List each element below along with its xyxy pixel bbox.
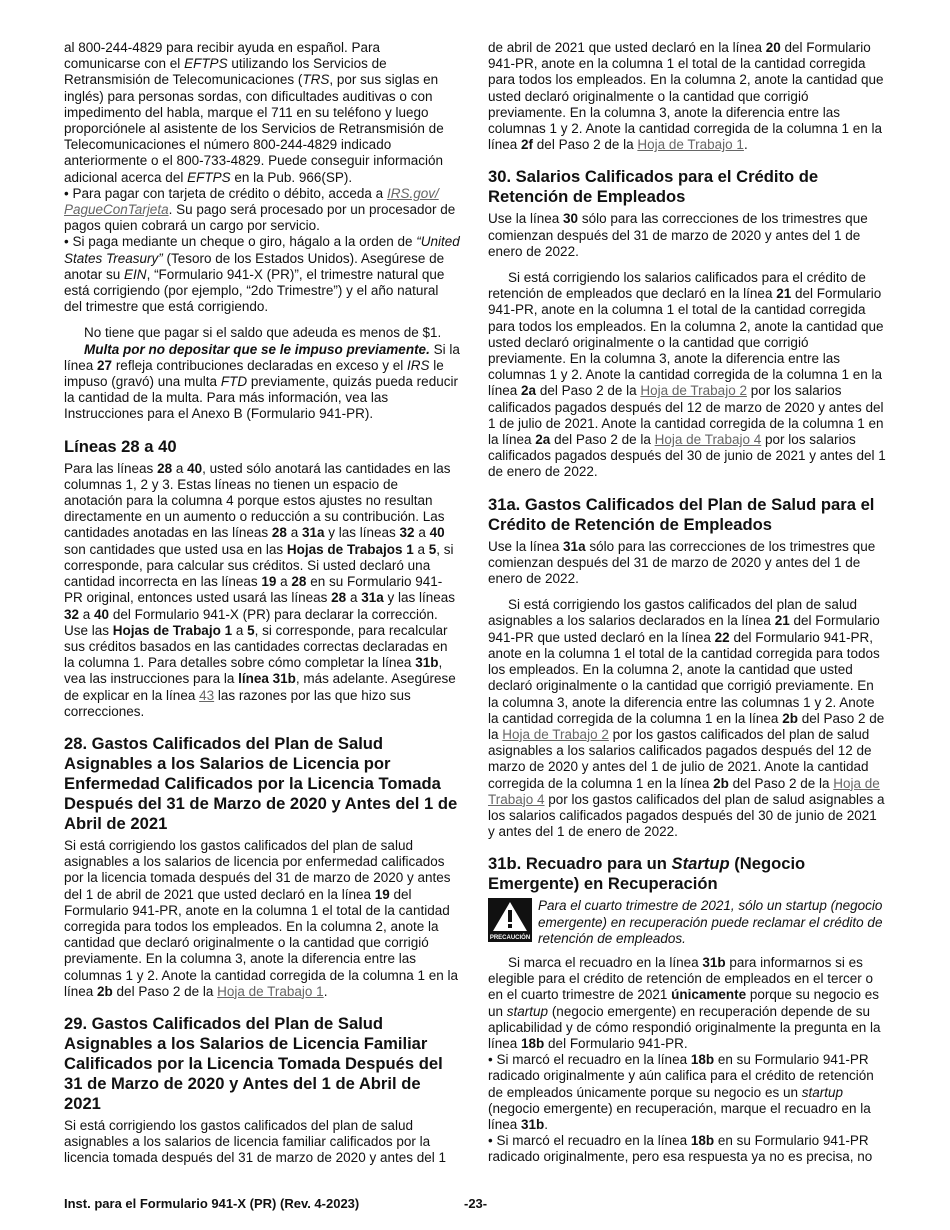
link-pagueconTarjeta[interactable]: IRS.gov/ PagueConTarjeta bbox=[64, 185, 439, 218]
paragraph-line-29: Si está corrigiendo los gastos calificados del plan de salud asignables a los salarios de licencia familiar calificados por la licencia tomada después del 31 de marzo de 2020 y antes del 1 bbox=[64, 1117, 447, 1166]
left-column bbox=[64, 40, 460, 1167]
paragraph-line-31a-correction: Si está corrigiendo los gastos calificados del plan de salud asignables a los salarios declarados en la línea 21 del Formulario 941-PR que usted declaró en la línea 22 del Formulario 941-PR, anote en la columna 1 el total de la cantidad corregida para todos los empleados. En la columna 2, anote la cantidad que usted declaró originalmente o la cantidad que corrigió previamente. En la columna 3, anote la diferencia entre las columnas 1 y 2. Anote la cantidad corregida de la columna 1 en la línea 2b del Paso 2 de la Hoja de Trabajo 2 por los gastos calificados del plan de salud asignables a los salarios calificados pagados después del 12 de marzo de 2020 y antes del 1 de julio de 2021. Anote la cantidad corregida de la columna 1 en la línea 2b del Paso 2 de la Hoja de Trabajo 4 por los gastos calificados del plan de salud asignables a los salarios calificados pagados después del 30 de junio de 2021 y antes del 1 de enero de 2022. bbox=[488, 597, 885, 840]
link-hoja-de-trabajo-4[interactable]: Hoja de Trabajo 4 bbox=[654, 432, 762, 448]
paragraph-lineas-28-40: Para las líneas 28 a 40, usted sólo anotará las cantidades en las columnas 1, 2 y 3. Estas líneas no tienen un espacio de anotación para la columna 4 porque estos ajustes no resultan directamente en un aumento o reducción a su contribución. Las cantidades anotadas en las líneas 28 a 31a y las líneas 32 a 40 son cantidades que usted usa en las Hojas de Trabajos 1 a 5, si corresponde, para calcular sus créditos. Si usted declaró una cantidad incorrecta en las líneas 19 a 28 en su Formulario 941-PR original, entonces usted usará las líneas 28 a 31a y las líneas 32 a 40 del Formulario 941-X (PR) para declarar la corrección. Use las Hojas de Trabajo 1 a 5, si corresponde, para recalcular sus créditos basados en las cantidades correctas declaradas en la columna 1. Para detalles sobre cómo completar la línea 31b, vea las instrucciones para la línea 31b, más adelante. Asegúrese de explicar en la línea 43 las razones por las que hizo sus correcciones. bbox=[64, 460, 456, 719]
heading-line-31a: 31a. Gastos Calificados del Plan de Salud para el Crédito de Retención de Empleados bbox=[488, 494, 875, 534]
link-hoja-de-trabajo-1[interactable]: Hoja de Trabajo 1 bbox=[217, 983, 324, 999]
caution-text: Para el cuarto trimestre de 2021, sólo un startup (negocio emergente) en recuperación puede reclamar el crédito de retención de empleados. bbox=[538, 898, 883, 946]
paragraph-multa: Multa por no depositar que se le impuso previamente. Si la línea 27 refleja contribuciones declaradas en exceso y el IRS le impuso (gravó) una multa FTD previamente, quizás pueda reducir la cantidad de la multa. Para más información, vea las Instrucciones para el Anexo B (Formulario 941-PR). bbox=[64, 341, 460, 422]
paragraph-line-29-continued: de abril de 2021 que usted declaró en la línea 20 del Formulario 941-PR, anote en la columna 1 el total de la cantidad corregida para todos los empleados. En la columna 2, anote la cantidad que usted declaró originalmente o la cantidad que corrigió previamente. En la columna 3, anote la diferencia entre las columnas 1 y 2. Anote la cantidad corregida de la columna 1 en la línea 2f del Paso 2 de la Hoja de Trabajo 1. bbox=[488, 40, 884, 153]
bullet-31b-checked: • Si marcó el recuadro en la línea 18b en su Formulario 941-PR radicado originalmente y aún califica para el crédito de retención de empleados únicamente porque su negocio es un startup (negocio emergente) en recuperación, marque el recuadro en la línea 31b. bbox=[488, 1052, 874, 1132]
link-hoja-de-trabajo-2[interactable]: Hoja de Trabajo 2 bbox=[640, 383, 747, 399]
paragraph-line-28: Si está corrigiendo los gastos calificados del plan de salud asignables a los salarios de licencia por enfermedad calificados por la licencia tomada después del 31 de marzo de 2020 y antes del 1 de abril de 2021 que usted declaró en la línea 19 del Formulario 941-PR, anote en la columna 1 el total de la cantidad corregida para todos los empleados. En la columna 2, anote la cantidad que declaró originalmente o la cantidad que corrigió previamente. En la columna 3, anote la diferencia entre las columnas 1 y 2. Anote la cantidad corregida de la columna 1 en la línea 2b del Paso 2 de la Hoja de Trabajo 1. bbox=[64, 837, 458, 999]
caution-label: PRECAUCIÓN bbox=[489, 935, 531, 942]
link-hoja-de-trabajo-4[interactable]: Hoja de Trabajo 4 bbox=[488, 775, 880, 807]
paragraph-eftps: al 800-244-4829 para recibir ayuda en español. Para comunicarse con el EFTPS utilizando los Servicios de Retransmisión de Telecomunicaciones (TRS, por sus siglas en inglés) para personas sordas, con dificultades auditivas o con impedimento del habla, marque el 711 en su teléfono y luego proporciónele al asistente de los Servicios de Retransmisión de Telecomunicaciones el número 800-244-4829 indicado anteriormente o el 800-733-4829. Puede conseguir información adicional acerca del EFTPS en la Pub. 966(SP). bbox=[64, 40, 444, 185]
heading-line-30: 30. Salarios Calificados para el Crédito de Retención de Empleados bbox=[488, 167, 819, 207]
heading-line-28: 28. Gastos Calificados del Plan de Salud Asignables a los Salarios de Licencia por Enfermedad Calificados por la Licencia Tomada Después del 31 de Marzo de 2020 y Antes del 1 de Abril de 2021 bbox=[64, 733, 458, 833]
bullet-31b-not-precise: • Si marcó el recuadro en la línea 18b en su Formulario 941-PR radicado originalmente, pero esa respuesta ya no es precisa, no bbox=[488, 1133, 873, 1165]
heading-line-31b: 31b. Recuadro para un Startup (Negocio Emergente) en Recuperación bbox=[488, 854, 806, 894]
caution-icon bbox=[488, 898, 532, 942]
link-linea-31b[interactable]: 43 bbox=[199, 687, 215, 703]
paragraph-line-30-use: Use la línea 30 sólo para las correcciones de los trimestres que comienzan después del 31 de marzo de 2020 y antes del 1 de enero de 2022. bbox=[488, 211, 868, 259]
paragraph-no-pay: No tiene que pagar si el saldo que adeuda es menos de $1. bbox=[84, 325, 442, 341]
footer-form-title: Inst. para el Formulario 941-X (PR) (Rev. 4-2023) bbox=[64, 1196, 360, 1211]
paragraph-line-31a-use: Use la línea 31a sólo para las correcciones de los trimestres que comienzan después del 31 de marzo de 2020 y antes del 1 de enero de 2022. bbox=[488, 538, 876, 587]
page-number: -23- bbox=[464, 1196, 488, 1211]
bullet-check-payment: • Si paga mediante un cheque o giro, hágalo a la orden de “United States Treasury” (Tesoro de los Estados Unidos). Asegúrese de anotar su EIN, “Formulario 941-X (PR)”, el trimestre natural que está corrigiendo (por ejemplo, “2do Trimestre”) y el año natural del trimestre que está corrigiendo. bbox=[64, 234, 460, 315]
caution-note bbox=[488, 898, 886, 947]
paragraph-line-31b-intro: Si marca el recuadro en la línea 31b para informarnos si es elegible para el crédito de retención de empleados en el tercer o en el cuarto trimestre de 2021 únicamente porque su negocio es un startup (negocio emergente) en recuperación depende de su aplicabilidad y de cómo respondió originalmente la pregunta en la línea 18b del Formulario 941-PR. bbox=[488, 954, 881, 1051]
bullet-card-payment: • Para pagar con tarjeta de crédito o débito, acceda a IRS.gov/ PagueConTarjeta. Su pago será procesado por un procesador de pagos quien cobrará un cargo por servicio. bbox=[64, 185, 456, 234]
heading-line-29: 29. Gastos Calificados del Plan de Salud Asignables a los Salarios de Licencia Familiar Calificados por la Licencia Tomada Después del 31 de Marzo de 2020 y Antes del 1 de Abril de 2021 bbox=[64, 1013, 443, 1113]
right-column bbox=[488, 40, 886, 1166]
link-hoja-de-trabajo-2[interactable]: Hoja de Trabajo 2 bbox=[502, 726, 609, 742]
heading-lineas-28-40: Líneas 28 a 40 bbox=[64, 436, 177, 456]
paragraph-line-30-correction: Si está corrigiendo los salarios calificados para el crédito de retención de empleados que declaró en la línea 21 del Formulario 941-PR, anote en la columna 1 el total de la cantidad corregida para todos los empleados. En la columna 2, anote la cantidad que usted declaró originalmente o la cantidad que corrigió previamente. En la columna 3, anote la diferencia entre las columnas 1 y 2. Anote la cantidad corregida de la columna 1 en la línea 2a del Paso 2 de la Hoja de Trabajo 2 por los salarios calificados pagados después del 12 de marzo de 2020 y antes del 1 de julio de 2021. Anote la cantidad corregida de la columna 1 en la línea 2a del Paso 2 de la Hoja de Trabajo 4 por los salarios calificados pagados después del 30 de junio de 2021 y antes del 1 de enero de 2022. bbox=[488, 270, 886, 480]
link-hoja-de-trabajo-1[interactable]: Hoja de Trabajo 1 bbox=[637, 137, 744, 153]
